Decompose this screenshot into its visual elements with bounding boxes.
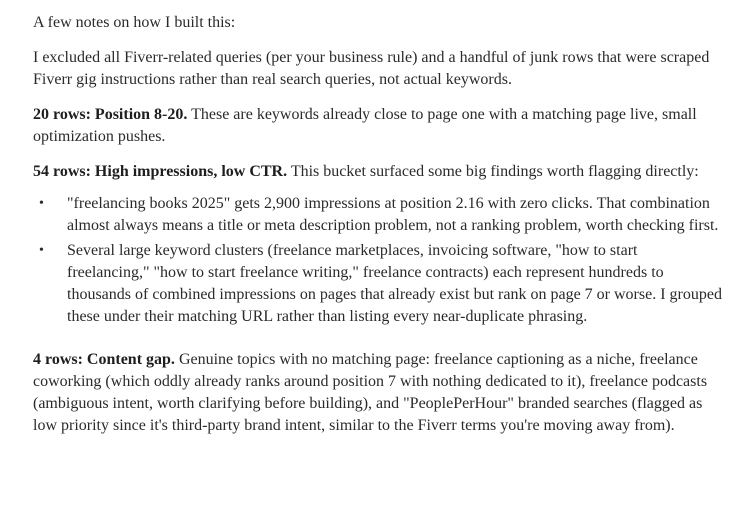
gap-bucket-paragraph — [33, 349, 723, 437]
list-item-text: Several large keyword clusters (freelance marketplaces, invoicing software, "how to start freelancing," "how to start freelance writing," freelance contracts) each represent hundreds to thousands of combined impressions on pages that already exist but rank on page 7 or worse. I grouped these under their matching URL rather than listing every near-duplicate phrasing. — [67, 242, 722, 325]
ctr-bucket-paragraph — [33, 161, 723, 183]
list-item — [33, 240, 723, 328]
position-bucket-heading: 20 rows: Position 8-20. — [33, 106, 188, 123]
list-item-text: "freelancing books 2025" gets 2,900 impressions at position 2.16 with zero clicks. That combination almost always means a title or meta description problem, not a ranking problem, worth checking first. — [67, 195, 719, 234]
intro-paragraph: A few notes on how I built this: — [33, 14, 236, 31]
bullet-icon: • — [39, 196, 44, 211]
position-bucket-paragraph — [33, 104, 723, 148]
gap-bucket-heading: 4 rows: Content gap. — [33, 351, 175, 368]
ctr-bucket-heading: 54 rows: High impressions, low CTR. — [33, 163, 288, 180]
ctr-bucket-text: This bucket surfaced some big findings worth flagging directly: — [287, 163, 699, 180]
message-body — [33, 12, 723, 437]
bullet-icon: • — [39, 243, 44, 258]
exclusions-paragraph: I excluded all Fiverr-related queries (per your business rule) and a handful of junk rows that were scraped Fiverr gig instructions rather than real search queries, not actual keywords. — [33, 49, 710, 88]
ctr-findings-list — [33, 193, 723, 328]
position-bucket-text: These are keywords already close to page one with a matching page live, small optimization pushes. — [33, 106, 697, 145]
gap-bucket-text: Genuine topics with no matching page: freelance captioning as a niche, freelance coworking (which oddly already ranks around position 7 with nothing dedicated to it), freelance podcasts (ambiguous intent, worth clarifying before building), and "PeoplePerHour" branded searches (flagged as low priority since it's third-party brand intent, similar to the Fiverr terms you're moving away from). — [33, 351, 708, 434]
list-item — [33, 193, 723, 237]
